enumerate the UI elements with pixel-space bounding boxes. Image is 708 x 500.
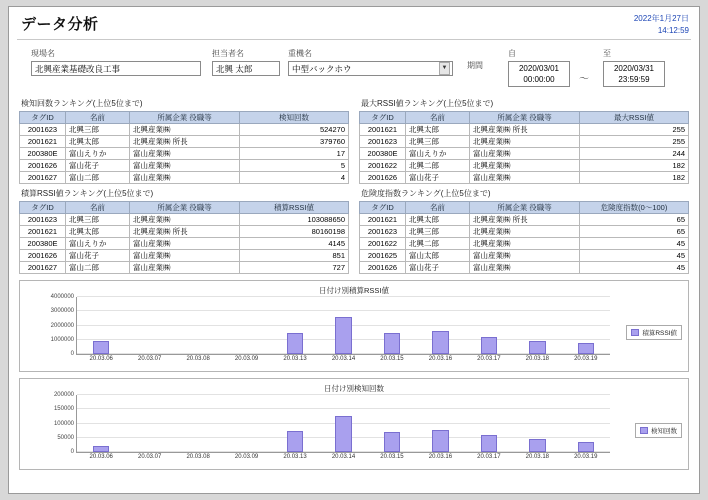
cell-company: 北興産業㈱: [470, 160, 580, 172]
title-divider: [17, 39, 691, 40]
cell-company: 富山産業㈱: [130, 172, 240, 184]
table-header-row: [20, 112, 349, 124]
from-time: 00:00:00: [523, 74, 555, 84]
site-field: [31, 48, 201, 76]
table-row[interactable]: [20, 148, 349, 160]
chart-legend: [635, 423, 682, 438]
chart-bar: [287, 431, 303, 452]
cell-value: 65: [580, 226, 689, 238]
col-tag-id: タグID: [360, 112, 406, 124]
cell-name: 北興太郎: [406, 214, 470, 226]
table-row[interactable]: [360, 226, 689, 238]
from-datetime-input[interactable]: [508, 61, 570, 87]
chart-plot-area: [50, 294, 610, 362]
ranking-tables: [19, 94, 689, 274]
col-tag-id: タグID: [360, 202, 406, 214]
page-title: データ分析: [21, 16, 99, 33]
table-header-row: [360, 112, 689, 124]
cell-name: 富山花子: [406, 262, 470, 274]
cell-company: 北興産業㈱ 所長: [130, 136, 240, 148]
cell-name: 富山花子: [66, 160, 130, 172]
chart-bar: [481, 337, 497, 354]
chart-y-tick-label: 150000: [53, 406, 74, 413]
ranking-caption: 危険度指数ランキング(上位5位まで): [361, 189, 491, 198]
ranking-risk-index: [359, 184, 689, 274]
cell-tag-id: 200380E: [20, 238, 66, 250]
site-label: 現場名: [31, 49, 55, 58]
legend-label: 積算RSSI値: [642, 330, 677, 337]
col-company: 所属企業 役職等: [130, 202, 240, 214]
table-row[interactable]: [20, 262, 349, 274]
col-name: 名前: [66, 112, 130, 124]
table-row[interactable]: [360, 214, 689, 226]
chart-bar: [578, 343, 594, 354]
col-company: 所属企業 役職等: [470, 112, 580, 124]
chart-bar: [335, 416, 351, 452]
chart-x-tick-label: 20.03.06: [89, 356, 113, 362]
cell-value: 17: [240, 148, 349, 160]
cell-tag-id: 2001627: [20, 262, 66, 274]
machine-field: [288, 48, 453, 76]
from-label: 自: [508, 49, 516, 58]
cell-name: 富山二郎: [66, 262, 130, 274]
chart-x-tick-label: 20.03.17: [477, 356, 501, 362]
to-date: 2020/03/31: [613, 64, 655, 73]
chart-x-tick-label: 20.03.18: [525, 454, 549, 460]
chart-y-tick-label: 200000: [53, 392, 74, 398]
cell-name: 富山えりか: [66, 238, 130, 250]
chart-y-tick-label: 4000000: [50, 294, 74, 300]
col-tag-id: タグID: [20, 202, 66, 214]
title-row: [9, 7, 699, 37]
cell-value: 80160198: [240, 226, 349, 238]
chart-gridline: [53, 406, 610, 413]
cell-tag-id: 2001622: [360, 238, 406, 250]
cell-value: 182: [580, 160, 689, 172]
chart-y-tick-label: 100000: [53, 420, 74, 427]
cell-tag-id: 2001623: [20, 214, 66, 226]
ranking-row-top: [19, 94, 689, 184]
chart-plot-area: [53, 392, 610, 460]
cell-company: 富山産業㈱: [470, 250, 580, 262]
table-row[interactable]: [360, 124, 689, 136]
table-row[interactable]: [360, 238, 689, 250]
data-analysis-window: [8, 6, 700, 494]
cell-company: 北興産業㈱: [130, 124, 240, 136]
cell-name: 北興太郎: [406, 124, 470, 136]
chart-legend: [626, 325, 682, 340]
col-value: 危険度指数(0～100): [580, 202, 689, 214]
chart-x-tick-label: 20.03.15: [380, 356, 404, 362]
current-datetime: [634, 13, 689, 36]
chart-bar: [529, 439, 545, 452]
cell-name: 北興二郎: [406, 160, 470, 172]
cell-company: 富山産業㈱: [130, 262, 240, 274]
person-input[interactable]: 北興 太郎: [212, 61, 280, 76]
col-name: 名前: [406, 112, 470, 124]
cell-name: 北興太郎: [66, 136, 130, 148]
filter-bar: [19, 46, 689, 90]
table-cumulative-rssi: [19, 201, 349, 274]
to-time: 23:59:59: [618, 74, 650, 84]
machine-select[interactable]: [288, 61, 453, 76]
chart-x-tick-label: 20.03.16: [428, 454, 453, 460]
table-row[interactable]: [360, 148, 689, 160]
col-company: 所属企業 役職等: [130, 112, 240, 124]
chart-bar: [384, 432, 400, 452]
cell-value: 244: [580, 148, 689, 160]
chart-cumulative-rssi-card: [19, 280, 689, 372]
chart-x-tick-label: 20.03.18: [525, 356, 549, 362]
cell-tag-id: 2001621: [20, 226, 66, 238]
cell-tag-id: 200380E: [360, 148, 406, 160]
cell-value: 4145: [240, 238, 349, 250]
col-name: 名前: [406, 202, 470, 214]
table-row[interactable]: [360, 136, 689, 148]
table-row[interactable]: [360, 160, 689, 172]
cell-tag-id: 2001621: [360, 124, 406, 136]
chart-x-tick-label: 20.03.06: [89, 454, 113, 460]
ranking-caption: 積算RSSI値ランキング(上位5位まで): [21, 189, 154, 198]
chart-y-tick-label: 2000000: [50, 322, 74, 329]
chart-bar: [529, 341, 545, 354]
chart-bar: [93, 446, 109, 452]
cell-name: 富山えりか: [66, 148, 130, 160]
person-field: [212, 48, 280, 76]
cell-name: 富山花子: [66, 250, 130, 262]
machine-label: 重機名: [288, 49, 312, 58]
ranking-max-rssi: [359, 94, 689, 184]
cell-value: 524270: [240, 124, 349, 136]
cell-name: 北興三郎: [66, 124, 130, 136]
machine-select-value: 中型バックホウ: [292, 64, 352, 74]
table-row[interactable]: [20, 214, 349, 226]
site-input[interactable]: 北興産業基礎改良工事: [31, 61, 201, 76]
to-field: [603, 48, 665, 87]
cell-value: 45: [580, 250, 689, 262]
chart-x-tick-label: 20.03.09: [234, 356, 259, 362]
cell-value: 182: [580, 172, 689, 184]
cell-value: 4: [240, 172, 349, 184]
cell-value: 45: [580, 262, 689, 274]
cell-value: 45: [580, 238, 689, 250]
chart-x-tick-label: 20.03.14: [331, 356, 356, 362]
col-value: 最大RSSI値: [580, 112, 689, 124]
table-row[interactable]: [20, 250, 349, 262]
table-risk-index: [359, 201, 689, 274]
cell-tag-id: 2001621: [360, 214, 406, 226]
chart-y-tick-label: 3000000: [50, 308, 74, 315]
table-row[interactable]: [20, 160, 349, 172]
ranking-caption: 最大RSSI値ランキング(上位5位まで): [361, 99, 494, 108]
tilde-label: ～: [579, 74, 589, 85]
cell-name: 北興太郎: [66, 226, 130, 238]
cell-company: 北興産業㈱ 所長: [130, 226, 240, 238]
col-name: 名前: [66, 202, 130, 214]
cell-name: 北興三郎: [406, 226, 470, 238]
chart-x-tick-label: 20.03.17: [477, 454, 501, 460]
chart-bar: [93, 341, 109, 354]
cell-tag-id: 2001621: [20, 136, 66, 148]
chart-x-tick-label: 20.03.19: [574, 356, 598, 362]
table-row[interactable]: [360, 172, 689, 184]
cell-name: 北興三郎: [406, 136, 470, 148]
col-company: 所属企業 役職等: [470, 202, 580, 214]
chart-y-tick-label: 0: [70, 351, 74, 357]
cell-company: 富山産業㈱: [130, 160, 240, 172]
table-header-row: [360, 202, 689, 214]
chart-body: [20, 393, 688, 469]
chart-bar: [481, 435, 497, 452]
chart-gridline: [50, 308, 610, 315]
cell-tag-id: 2001623: [20, 124, 66, 136]
cell-company: 富山産業㈱: [470, 172, 580, 184]
from-date: 2020/03/01: [518, 64, 560, 73]
chart-y-tick-label: 50000: [57, 434, 74, 441]
chart-bar: [287, 333, 303, 354]
cell-tag-id: 2001623: [360, 136, 406, 148]
cell-value: 851: [240, 250, 349, 262]
chart-title: 日付け別検知回数: [324, 384, 384, 393]
cell-value: 255: [580, 124, 689, 136]
chart-y-tick-label: 1000000: [50, 336, 74, 343]
chart-x-tick-label: 20.03.16: [428, 356, 453, 362]
period-label: 期間: [467, 61, 483, 70]
ranking-cumulative-rssi: [19, 184, 349, 274]
col-value: 積算RSSI値: [240, 202, 349, 214]
cell-name: 富山太郎: [406, 250, 470, 262]
chart-x-tick-label: 20.03.07: [137, 356, 162, 362]
legend-label: 検知回数: [651, 428, 677, 435]
cell-name: 富山えりか: [406, 148, 470, 160]
current-time: 14:12:59: [657, 25, 689, 35]
cell-name: 北興二郎: [406, 238, 470, 250]
table-row[interactable]: [20, 238, 349, 250]
cell-company: 富山産業㈱: [470, 148, 580, 160]
table-max-rssi: [359, 111, 689, 184]
legend-swatch-icon: [640, 427, 648, 434]
table-detection-count: [19, 111, 349, 184]
to-label: 至: [603, 49, 611, 58]
chart-gridline: [53, 392, 610, 398]
chart-bar: [384, 333, 400, 354]
cell-tag-id: 2001622: [360, 160, 406, 172]
cell-tag-id: 200380E: [20, 148, 66, 160]
chart-y-tick-label: 0: [70, 449, 74, 455]
period-label-wrap: [467, 60, 483, 73]
from-field: [508, 48, 570, 87]
chart-x-tick-label: 20.03.13: [283, 454, 307, 460]
cell-tag-id: 2001626: [360, 172, 406, 184]
chart-x-tick-label: 20.03.13: [283, 356, 307, 362]
ranking-row-bottom: [19, 184, 689, 274]
chart-x-tick-label: 20.03.19: [574, 454, 598, 460]
cell-tag-id: 2001626: [20, 160, 66, 172]
cell-tag-id: 2001625: [360, 250, 406, 262]
table-row[interactable]: [20, 172, 349, 184]
col-value: 検知回数: [240, 112, 349, 124]
chart-x-tick-label: 20.03.14: [331, 454, 356, 460]
legend-swatch-icon: [631, 329, 639, 336]
chart-bar: [432, 331, 448, 354]
cell-value: 103088650: [240, 214, 349, 226]
chart-bar: [335, 317, 351, 354]
person-label: 担当者名: [212, 49, 244, 58]
period-separator: [575, 70, 593, 85]
chart-body: [20, 295, 688, 371]
cell-tag-id: 2001626: [20, 250, 66, 262]
cell-company: 北興産業㈱: [470, 136, 580, 148]
cell-value: 379760: [240, 136, 349, 148]
table-row[interactable]: [360, 250, 689, 262]
cell-name: 富山二郎: [66, 172, 130, 184]
cell-name: 富山花子: [406, 172, 470, 184]
table-row[interactable]: [360, 262, 689, 274]
table-row[interactable]: [20, 124, 349, 136]
chart-gridline: [50, 294, 610, 300]
to-datetime-input[interactable]: [603, 61, 665, 87]
chart-detection-count-card: [19, 378, 689, 470]
cell-value: 255: [580, 136, 689, 148]
cell-value: 5: [240, 160, 349, 172]
cell-company: 北興産業㈱: [470, 238, 580, 250]
col-tag-id: タグID: [20, 112, 66, 124]
cell-tag-id: 2001623: [360, 226, 406, 238]
cell-tag-id: 2001626: [360, 262, 406, 274]
chart-x-tick-label: 20.03.09: [234, 454, 259, 460]
chart-title: 日付け別積算RSSI値: [318, 286, 389, 295]
cell-company: 富山産業㈱: [130, 148, 240, 160]
table-row[interactable]: [20, 136, 349, 148]
cell-value: 727: [240, 262, 349, 274]
cell-company: 富山産業㈱: [130, 250, 240, 262]
chart-x-tick-label: 20.03.08: [186, 454, 210, 460]
ranking-caption: 検知回数ランキング(上位5位まで): [21, 99, 143, 108]
chart-bar: [578, 442, 594, 452]
ranking-detection-count: [19, 94, 349, 184]
cell-company: 北興産業㈱ 所長: [470, 124, 580, 136]
chart-x-tick-label: 20.03.08: [186, 356, 210, 362]
chart-bar: [432, 430, 448, 452]
chart-x-tick-label: 20.03.15: [380, 454, 404, 460]
cell-company: 北興産業㈱ 所長: [470, 214, 580, 226]
chevron-down-icon[interactable]: ▼: [439, 62, 450, 75]
table-header-row: [20, 202, 349, 214]
cell-company: 富山産業㈱: [470, 262, 580, 274]
table-row[interactable]: [20, 226, 349, 238]
chart-x-tick-label: 20.03.07: [137, 454, 162, 460]
current-date: 2022年1月27日: [633, 14, 689, 23]
cell-company: 北興産業㈱: [470, 226, 580, 238]
cell-tag-id: 2001627: [20, 172, 66, 184]
cell-name: 北興三郎: [66, 214, 130, 226]
cell-value: 65: [580, 214, 689, 226]
cell-company: 富山産業㈱: [130, 238, 240, 250]
cell-company: 北興産業㈱: [130, 214, 240, 226]
